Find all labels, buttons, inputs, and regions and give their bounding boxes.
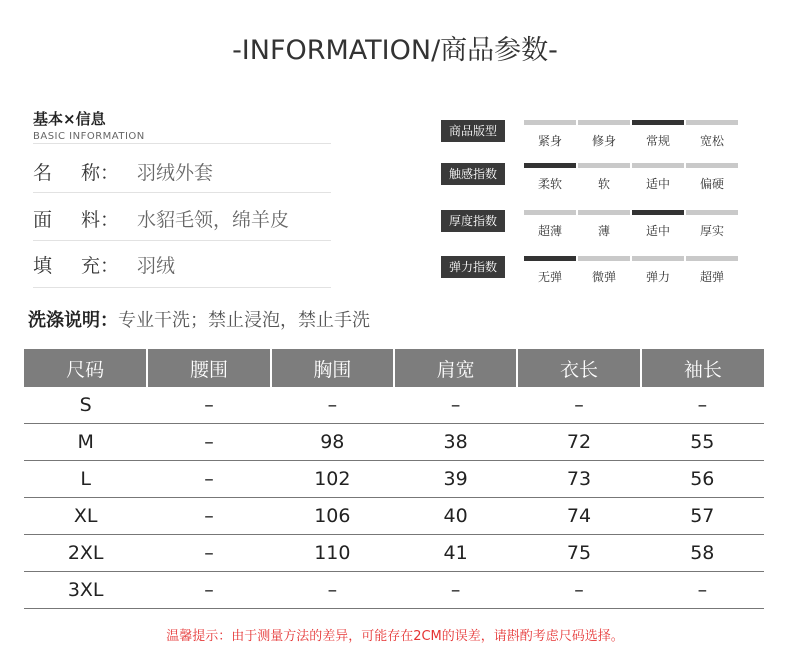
header-cell: 衣长 — [517, 349, 640, 387]
table-row — [24, 535, 764, 572]
divider — [33, 240, 331, 241]
table-cell: – — [394, 572, 517, 609]
basic-info-subtitle: BASIC INFORMATION — [33, 131, 145, 142]
param-option — [524, 163, 576, 192]
table-cell: – — [517, 387, 640, 424]
table-cell: 98 — [271, 424, 394, 461]
param-option — [632, 163, 684, 192]
param-tag: 厚度指数 — [441, 210, 505, 232]
info-label: 填 充： — [33, 255, 120, 277]
table-cell: – — [147, 461, 270, 498]
selected-indicator-bar — [524, 163, 576, 168]
param-option-label: 紧身 — [537, 134, 562, 148]
table-cell: 74 — [517, 498, 640, 535]
param-option-label: 超弹 — [699, 270, 724, 284]
param-option — [686, 256, 738, 285]
header-cell: 袖长 — [641, 349, 764, 387]
table-cell: 56 — [641, 461, 764, 498]
table-cell: 40 — [394, 498, 517, 535]
param-tag: 弹力指数 — [441, 256, 505, 278]
selected-indicator-bar — [524, 256, 576, 261]
param-option-label: 常规 — [645, 134, 670, 148]
wash-value: 专业干洗；禁止浸泡，禁止手洗 — [118, 310, 370, 331]
indicator-bar — [578, 210, 630, 215]
indicator-bar — [632, 256, 684, 261]
size-table — [24, 349, 764, 609]
param-option-label: 宽松 — [699, 134, 724, 148]
table-cell: 106 — [271, 498, 394, 535]
param-option — [632, 256, 684, 285]
table-cell: – — [517, 572, 640, 609]
basic-info-title: 基本×信息 — [33, 110, 106, 128]
table-cell: 73 — [517, 461, 640, 498]
param-option — [578, 256, 630, 285]
table-cell: XL — [24, 498, 147, 535]
header-cell: 尺码 — [24, 349, 147, 387]
table-cell: – — [147, 424, 270, 461]
info-row-filling — [33, 251, 175, 278]
param-option — [686, 120, 738, 149]
info-row-name — [33, 158, 213, 185]
table-row — [24, 572, 764, 609]
param-option-label: 弹力 — [645, 270, 670, 284]
table-cell: 39 — [394, 461, 517, 498]
info-row-material — [33, 205, 289, 232]
indicator-bar — [686, 210, 738, 215]
table-cell: L — [24, 461, 147, 498]
table-cell: S — [24, 387, 147, 424]
info-value: 水貂毛领，绵羊皮 — [137, 209, 290, 231]
info-value: 羽绒外套 — [137, 162, 214, 184]
basic-info-header — [33, 108, 145, 142]
param-option — [686, 163, 738, 192]
indicator-bar — [686, 256, 738, 261]
param-option-label: 适中 — [645, 177, 670, 191]
table-cell: – — [271, 572, 394, 609]
table-cell: – — [394, 387, 517, 424]
indicator-bar — [686, 163, 738, 168]
header-cell: 肩宽 — [394, 349, 517, 387]
selected-indicator-bar — [632, 210, 684, 215]
table-cell: 75 — [517, 535, 640, 572]
size-note: 温馨提示：由于测量方法的差异，可能存在2CM的误差，请斟酌考虑尺码选择。 — [166, 629, 624, 644]
param-option-label: 微弹 — [591, 270, 616, 284]
info-label: 名 称： — [33, 162, 120, 184]
indicator-bar — [578, 120, 630, 125]
header-cell: 胸围 — [271, 349, 394, 387]
table-cell: 57 — [641, 498, 764, 535]
param-option — [632, 120, 684, 149]
param-option-label: 柔软 — [537, 177, 562, 191]
wash-instructions — [28, 306, 370, 332]
table-cell: – — [147, 498, 270, 535]
indicator-bar — [578, 163, 630, 168]
param-option — [524, 120, 576, 149]
indicator-bar — [632, 163, 684, 168]
divider — [33, 287, 331, 288]
table-cell: 38 — [394, 424, 517, 461]
param-option — [578, 210, 630, 239]
table-cell: 55 — [641, 424, 764, 461]
selected-indicator-bar — [632, 120, 684, 125]
param-option — [524, 210, 576, 239]
param-option-label: 偏硬 — [699, 177, 724, 191]
param-option — [632, 210, 684, 239]
table-cell: – — [147, 572, 270, 609]
param-option — [524, 256, 576, 285]
table-cell: 110 — [271, 535, 394, 572]
table-cell: 41 — [394, 535, 517, 572]
divider — [33, 143, 331, 144]
table-cell: M — [24, 424, 147, 461]
param-option-label: 软 — [597, 177, 610, 191]
param-option — [578, 120, 630, 149]
table-row — [24, 461, 764, 498]
param-option-label: 厚实 — [699, 224, 724, 238]
table-row — [24, 498, 764, 535]
table-cell: 2XL — [24, 535, 147, 572]
table-row — [24, 387, 764, 424]
table-cell: – — [271, 387, 394, 424]
info-value: 羽绒 — [137, 255, 176, 277]
size-table-header — [24, 349, 764, 387]
indicator-bar — [524, 120, 576, 125]
table-row — [24, 424, 764, 461]
param-option — [686, 210, 738, 239]
wash-label: 洗涤说明： — [28, 310, 118, 331]
indicator-bar — [524, 210, 576, 215]
table-cell: – — [641, 572, 764, 609]
param-tag: 触感指数 — [441, 163, 505, 185]
table-cell: – — [147, 535, 270, 572]
param-option-label: 无弹 — [537, 270, 562, 284]
param-option-label: 超薄 — [537, 224, 562, 238]
header-cell: 腰围 — [147, 349, 270, 387]
table-cell: 58 — [641, 535, 764, 572]
indicator-bar — [578, 256, 630, 261]
info-label: 面 料： — [33, 209, 120, 231]
page-title: -INFORMATION/商品参数- — [232, 35, 558, 66]
divider — [33, 192, 331, 193]
indicator-bar — [686, 120, 738, 125]
param-option-label: 适中 — [645, 224, 670, 238]
table-cell: 72 — [517, 424, 640, 461]
param-tag: 商品版型 — [441, 120, 505, 142]
table-cell: 102 — [271, 461, 394, 498]
param-option-label: 薄 — [597, 224, 610, 238]
param-option — [578, 163, 630, 192]
param-option-label: 修身 — [591, 134, 616, 148]
table-cell: 3XL — [24, 572, 147, 609]
table-cell: – — [147, 387, 270, 424]
table-cell: – — [641, 387, 764, 424]
